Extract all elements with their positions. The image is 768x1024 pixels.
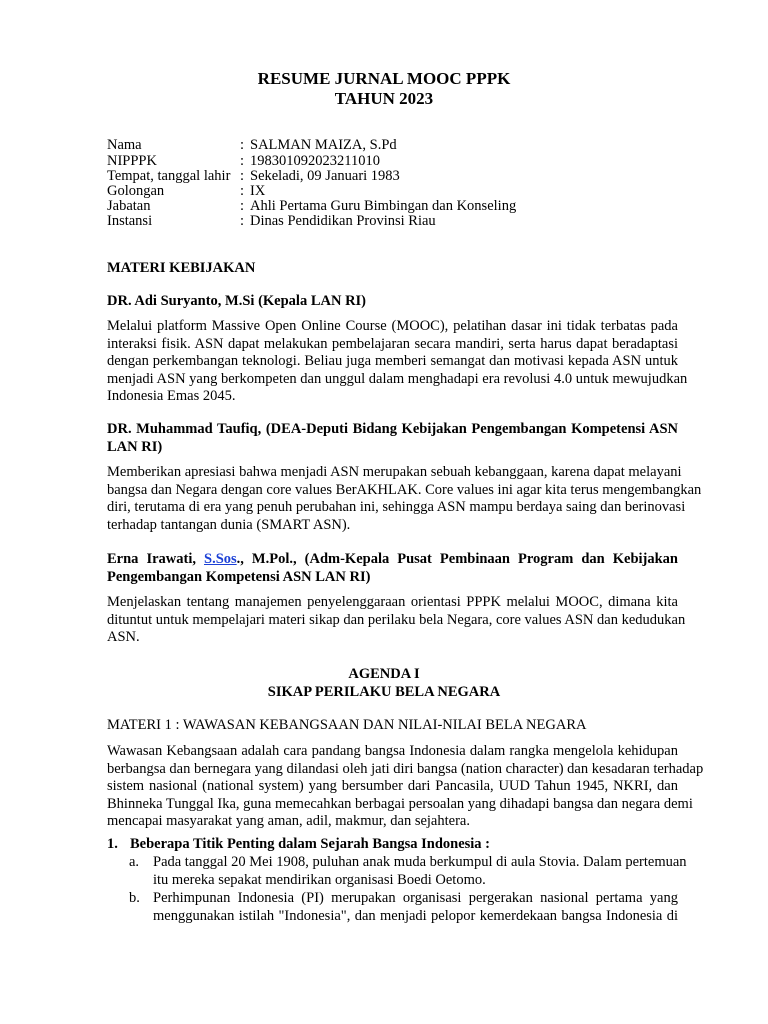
list-heading: Beberapa Titik Penting dalam Sejarah Bangsa Indonesia : bbox=[130, 836, 491, 852]
list-item-line bbox=[153, 908, 678, 926]
identity-value: Ahli Pertama Guru Bimbingan dan Konseling bbox=[250, 198, 517, 214]
paragraph-line: terhadap tantangan dunia (SMART ASN). bbox=[107, 516, 351, 533]
speaker-name-line bbox=[107, 551, 678, 569]
identity-separator: : bbox=[240, 183, 245, 199]
identity-label: Nama bbox=[107, 137, 142, 153]
line-text: sistem nasional (national system) yang bersumber dari Pancasila, UUD Tahun 1945, NKRI, dan bbox=[107, 778, 678, 795]
line-text: Menjelaskan tentang manajemen penyelenggaraan orientasi PPPK melalui MOOC, dimana kita bbox=[107, 594, 678, 610]
paragraph-line bbox=[107, 778, 678, 796]
paragraph-line bbox=[107, 336, 678, 354]
paragraph-line bbox=[107, 760, 704, 779]
identity-separator: : bbox=[240, 168, 245, 184]
list-item-line bbox=[153, 854, 687, 872]
paragraph-line bbox=[107, 499, 686, 517]
speaker-name: DR. Adi Suryanto, M.Si (Kepala LAN RI) bbox=[107, 293, 367, 309]
agenda-title: AGENDA I bbox=[348, 666, 420, 682]
paragraph-line: mencapai masyarakat yang aman, adil, makmur, dan sejahtera. bbox=[107, 813, 470, 830]
identity-label: Jabatan bbox=[107, 198, 151, 214]
line-text: diri, terutama di era yang penuh perubahan ini, sehingga ASN mampu berdaya saing dan berinovasi bbox=[107, 499, 686, 516]
line-text: dengan perkembangan teknologi. Beliau juga memberi semangat dan motivasi kepada ASN untuk bbox=[107, 353, 678, 370]
name-text: ., M.Pol., (Adm-Kepala Pusat Pembinaan Program dan Kebijakan bbox=[236, 551, 678, 567]
paragraph-line bbox=[107, 318, 678, 336]
identity-value: Dinas Pendidikan Provinsi Riau bbox=[250, 213, 436, 229]
line-text: DR. Muhammad Taufiq, (DEA-Deputi Bidang Kebijakan Pengembangan Kompetensi ASN bbox=[107, 421, 678, 437]
identity-label: NIPPPK bbox=[107, 153, 157, 169]
line-text: Perhimpunan Indonesia (PI) merupakan organisasi pergerakan nasional pertama yang bbox=[153, 890, 678, 906]
identity-separator: : bbox=[240, 153, 245, 169]
list-item-line: itu mereka sepakat mendirikan organisasi Boedi Oetomo. bbox=[153, 871, 486, 888]
identity-separator: : bbox=[240, 213, 245, 229]
identity-label: Golongan bbox=[107, 183, 165, 199]
paragraph-line: Indonesia Emas 2045. bbox=[107, 388, 236, 405]
paragraph-line bbox=[107, 795, 693, 814]
list-item-line bbox=[153, 890, 678, 908]
identity-value: Sekeladi, 09 Januari 1983 bbox=[250, 168, 400, 184]
line-text: dituntut untuk mempelajari materi sikap dan perilaku bela Negara, core values ASN dan kedudukan bbox=[107, 611, 686, 628]
speaker-name bbox=[107, 421, 678, 456]
speaker-summary bbox=[107, 594, 686, 647]
list-number: 1. bbox=[107, 836, 118, 852]
speaker-summary bbox=[107, 464, 702, 534]
paragraph-line bbox=[107, 464, 682, 482]
line-text: menjadi ASN yang berkompeten dan unggul dalam menghadapi era revolusi 4.0 untuk mewujudkan bbox=[107, 370, 688, 387]
list-item bbox=[153, 854, 687, 889]
identity-label: Instansi bbox=[107, 213, 153, 229]
paragraph-line: ASN. bbox=[107, 629, 140, 646]
paragraph-line bbox=[107, 611, 686, 630]
paragraph-line bbox=[107, 481, 702, 500]
list-item bbox=[153, 890, 678, 925]
paragraph-line bbox=[107, 594, 678, 612]
line-text: Pada tanggal 20 Mei 1908, puluhan anak muda berkumpul di aula Stovia. Dalam pertemuan bbox=[153, 854, 687, 870]
name-text: Erna Irawati, bbox=[107, 551, 204, 567]
materi-label: MATERI 1 : WAWASAN KEBANGSAAN DAN NILAI-NILAI BELA NEGARA bbox=[107, 717, 587, 733]
agenda-subtitle: SIKAP PERILAKU BELA NEGARA bbox=[267, 684, 501, 700]
list-item-marker: b. bbox=[129, 890, 140, 906]
degree-link[interactable]: S.Sos bbox=[204, 551, 237, 567]
line-text: Wawasan Kebangsaan adalah cara pandang bangsa Indonesia dalam rangka mengelola kehidupan bbox=[107, 743, 678, 759]
line-text: interaksi fisik. ASN dapat melakukan pembelajaran secara mandiri, serta harus dapat beradaptasi bbox=[107, 335, 678, 352]
speaker-name-line: Pengembangan Kompetensi ASN LAN RI) bbox=[107, 568, 371, 585]
identity-label: Tempat, tanggal lahir bbox=[107, 168, 231, 184]
list-item-marker: a. bbox=[129, 854, 140, 870]
speaker-summary bbox=[107, 318, 688, 406]
paragraph-line bbox=[107, 370, 688, 389]
document-year: TAHUN 2023 bbox=[334, 89, 434, 108]
line-text: berbangsa dan bernegara yang dilandasi oleh jati diri bangsa (nation character) dan kesadaran terhadap bbox=[107, 760, 704, 777]
identity-value: SALMAN MAIZA, S.Pd bbox=[250, 137, 397, 153]
materi-paragraph bbox=[107, 743, 704, 831]
section-heading-materi-kebijakan: MATERI KEBIJAKAN bbox=[107, 260, 256, 276]
line-text: menggunakan istilah "Indonesia", dan menjadi pelopor kemerdekaan bangsa Indonesia di bbox=[153, 907, 678, 924]
identity-separator: : bbox=[240, 137, 245, 153]
line-text: Memberikan apresiasi bahwa menjadi ASN merupakan sebuah kebanggaan, karena dapat melayani bbox=[107, 464, 682, 480]
line-text: Bhinneka Tunggal Ika, guna memecahkan berbagai persoalan yang dihadapi bangsa dan negara demi bbox=[107, 795, 693, 812]
line-text bbox=[107, 551, 678, 569]
document-title: RESUME JURNAL MOOC PPPK bbox=[257, 69, 511, 88]
line-text: bangsa dan Negara dengan core values BerAKHLAK. Core values ini agar kita terus mengembangkan bbox=[107, 481, 702, 498]
speaker-name-line bbox=[107, 421, 678, 439]
identity-value: 198301092023211010 bbox=[250, 153, 380, 169]
paragraph-line bbox=[107, 353, 678, 371]
paragraph-line bbox=[107, 743, 678, 761]
identity-value: IX bbox=[250, 183, 266, 199]
identity-separator: : bbox=[240, 198, 245, 214]
speaker-name-line: LAN RI) bbox=[107, 438, 163, 455]
line-text: Melalui platform Massive Open Online Course (MOOC), pelatihan dasar ini tidak terbatas pada bbox=[107, 318, 678, 334]
speaker-name bbox=[107, 551, 678, 586]
